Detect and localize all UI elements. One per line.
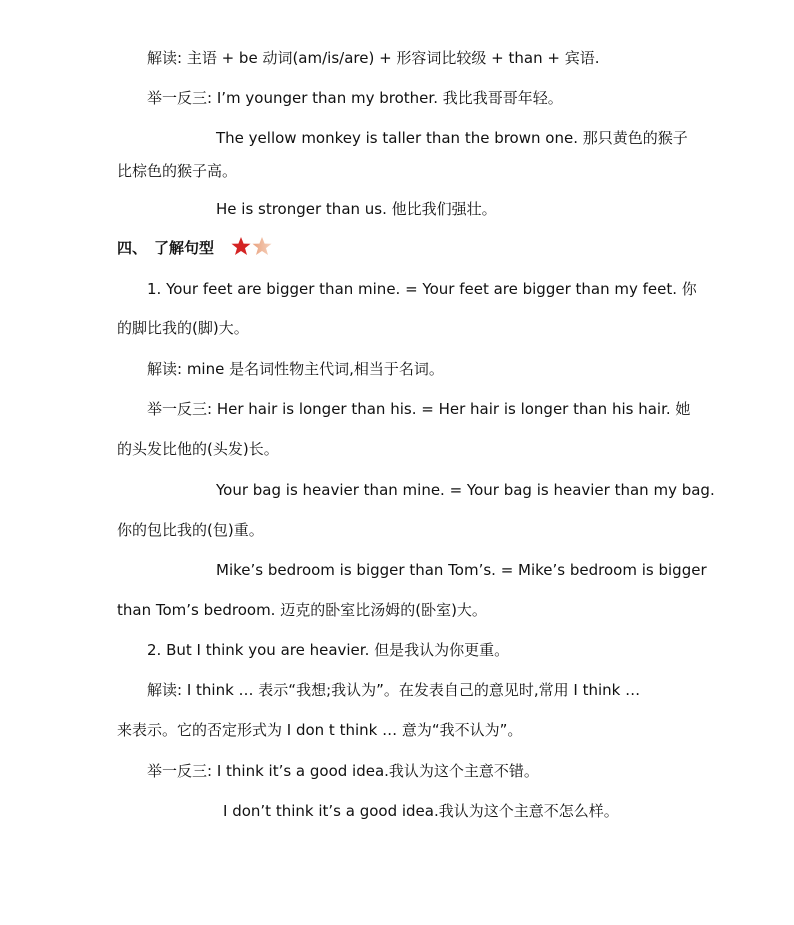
text-line: 来表示。它的否定形式为 I don t think … 意为“我不认为”。 [117,721,523,739]
text-line: I don’t think it’s a good idea.我认为这个主意不怎么样。 [223,802,619,820]
text-line: Your bag is heavier than mine. = Your bag is heavier than my bag. [216,481,715,499]
text-line: Mike’s bedroom is bigger than Tom’s. = Mike’s bedroom is bigger [216,561,707,579]
text-line: 解读: I think … 表示“我想;我认为”。在发表自己的意见时,常用 I think … [147,681,641,699]
text-line: 比棕色的猴子高。 [117,162,238,180]
text-line: 解读: mine 是名词性物主代词,相当于名词。 [147,360,444,378]
difficulty-stars [230,236,274,258]
text-line: 1. Your feet are bigger than mine. = Your feet are bigger than my feet. 你 [147,280,697,298]
text-line: 2. But I think you are heavier. 但是我认为你更重。 [147,641,510,659]
text-line: 你的包比我的(包)重。 [117,521,264,539]
section-number: 四、 [117,239,148,257]
text-line: 举一反三: I’m younger than my brother. 我比我哥哥年轻。 [147,89,563,107]
section-title: 了解句型 [154,239,215,257]
star-full-icon [232,237,251,255]
text-line: than Tom’s bedroom. 迈克的卧室比汤姆的(卧室)大。 [117,601,487,619]
text-line: 举一反三: I think it’s a good idea.我认为这个主意不错。 [147,762,539,780]
text-line: 的头发比他的(头发)长。 [117,440,279,458]
star-half-icon [253,237,272,255]
text-line: 的脚比我的(脚)大。 [117,319,249,337]
text-line: 举一反三: Her hair is longer than his. = Her hair is longer than his hair. 她 [147,400,691,418]
text-line: He is stronger than us. 他比我们强壮。 [216,200,497,218]
text-line: The yellow monkey is taller than the brown one. 那只黄色的猴子 [216,129,688,147]
text-line: 解读: 主语 + be 动词(am/is/are) + 形容词比较级 + than + 宾语. [147,49,600,67]
